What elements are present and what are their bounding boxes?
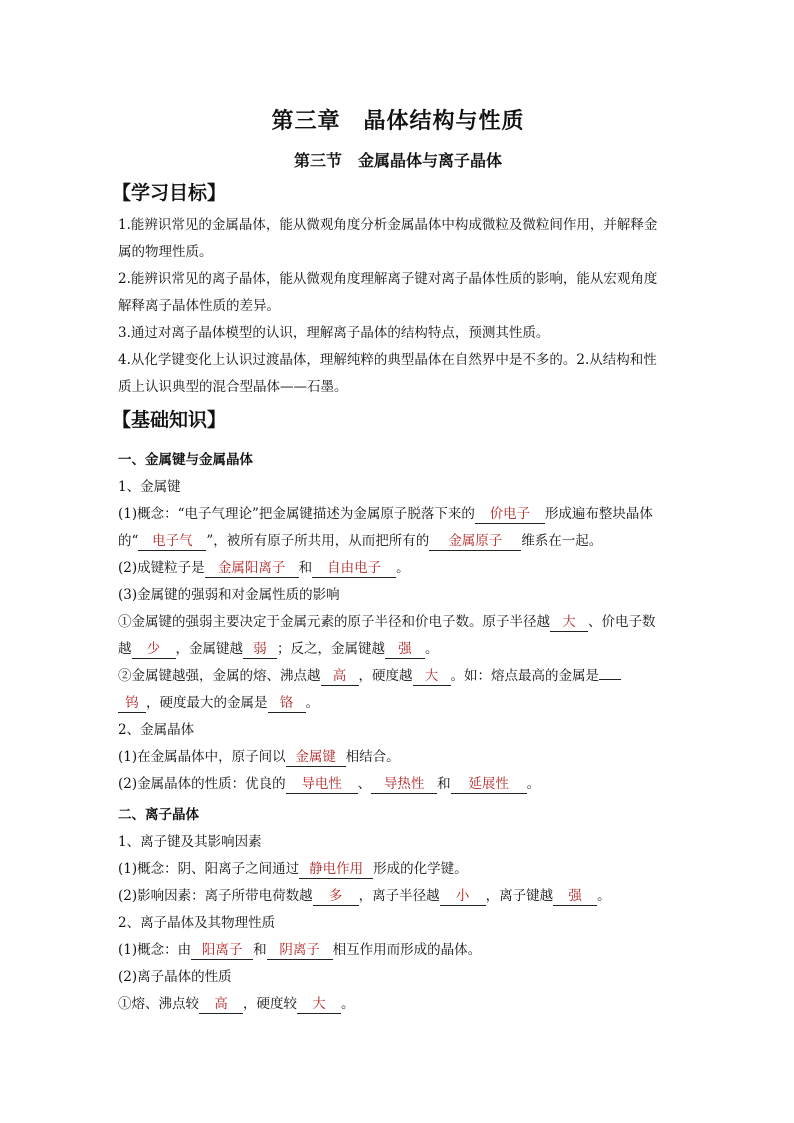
s2-sub2: 2、离子晶体及其物理性质 bbox=[118, 915, 276, 931]
s1-sub1: 1、金属键 bbox=[118, 479, 181, 495]
s1-line10: (2)金属晶体的性质：优良的 导电性 、 导热性 和 延展性 。 bbox=[118, 776, 541, 792]
s1-line3: (2)成键粒子是 金属阳离子 和 自由电子 。 bbox=[118, 560, 410, 576]
section-title: 第三节 金属晶体与离子晶体 bbox=[293, 151, 502, 170]
chapter-title: 第三章 晶体结构与性质 bbox=[271, 108, 525, 134]
goal-line: 4.从化学键变化上认识过渡晶体，理解纯粹的典型晶体在自然界中是不多的。2.从结构和性 bbox=[118, 352, 657, 368]
fill-blank: 阴离子 bbox=[267, 941, 333, 960]
fill-blank: 多 bbox=[313, 887, 359, 906]
goal-line: 属的物理性质。 bbox=[118, 244, 213, 260]
goals-header: 【学习目标】 bbox=[112, 182, 227, 204]
goals-list bbox=[118, 212, 678, 401]
fill-blank: 弱 bbox=[243, 640, 277, 659]
fill-blank: 静电作用 bbox=[299, 860, 373, 879]
fill-blank: 导热性 bbox=[371, 775, 437, 794]
goal-line: 1.能辨识常见的金属晶体，能从微观角度分析金属晶体中构成微粒及微粒间作用，并解释金 bbox=[118, 217, 658, 233]
fill-blank: 强 bbox=[385, 640, 425, 659]
fill-blank: 高 bbox=[321, 667, 359, 686]
s2-line2: (2)影响因素：离子所带电荷数越 多 ，离子半径越 小 ，离子键越 强 。 bbox=[118, 888, 611, 904]
s2-line4: (2)离子晶体的性质 bbox=[118, 969, 232, 985]
s1-line5: ①金属键的强弱主要决定于金属元素的原子半径和价电子数。原子半径越 大 、价电子数 bbox=[118, 614, 656, 630]
s1-line2: 的“ 电子气 ”，被所有原子所共用，从而把所有的 金属原子 维系在一起。 bbox=[118, 533, 603, 549]
fill-blank: 金属键 bbox=[286, 748, 346, 767]
fill-blank: 电子气 bbox=[138, 532, 206, 551]
s1-line8: 钨 ，硬度最大的金属是 铬 。 bbox=[118, 690, 678, 717]
goal-line: 质上认识典型的混合型晶体——石墨。 bbox=[118, 379, 348, 395]
s2-line1: (1)概念：阴、阳离子之间通过 静电作用 形成的化学键。 bbox=[118, 861, 468, 877]
s1-sub2: 2、金属晶体 bbox=[118, 722, 195, 738]
document-page bbox=[112, 100, 678, 1018]
s1-line7: ②金属键越强，金属的熔、沸点越 高 ，硬度越 大 。如：熔点最高的金属是 bbox=[118, 663, 678, 690]
fill-blank: 金属阳离子 bbox=[205, 559, 299, 578]
fill-blank: 铬 bbox=[268, 694, 306, 713]
fill-blank: 少 bbox=[132, 640, 176, 659]
fill-blank: 价电子 bbox=[475, 505, 545, 524]
s1-line1: (1)概念：“电子气理论”把金属键描述为金属原子脱落下来的 价电子 形成遍布整块晶体 bbox=[118, 506, 653, 522]
fill-blank: 大 bbox=[297, 995, 341, 1014]
s2-sub1: 1、离子键及其影响因素 bbox=[118, 834, 262, 850]
fill-blank: 小 bbox=[440, 887, 486, 906]
goal-line: 解释离子晶体性质的差异。 bbox=[118, 298, 280, 314]
fill-blank: 延展性 bbox=[451, 775, 527, 794]
s1-line6: 越 少 ，金属键越 弱 ；反之，金属键越 强 。 bbox=[118, 641, 439, 657]
s2-line3: (1)概念：由 阳离子 和 阴离子 相互作用而形成的晶体。 bbox=[118, 942, 482, 958]
goal-line: 3.通过对离子晶体模型的认识，理解离子晶体的结构特点，预测其性质。 bbox=[118, 325, 550, 341]
s2-line5: ①熔、沸点较 高 ，硬度较 大 。 bbox=[118, 996, 355, 1012]
s1-line9: (1)在金属晶体中，原子间以 金属键 相结合。 bbox=[118, 749, 400, 765]
fill-blank: 高 bbox=[199, 995, 243, 1014]
fill-blank bbox=[599, 679, 621, 680]
fill-blank: 金属原子 bbox=[429, 532, 521, 551]
basics-header: 【基础知识】 bbox=[112, 409, 227, 431]
fill-blank: 阳离子 bbox=[191, 941, 253, 960]
fill-blank: 强 bbox=[553, 887, 597, 906]
s1-line4: (3)金属键的强弱和对金属性质的影响 bbox=[118, 587, 340, 603]
fill-blank: 大 bbox=[413, 667, 451, 686]
fill-blank: 导电性 bbox=[286, 775, 358, 794]
s1-heading: 一、金属键与金属晶体 bbox=[118, 452, 253, 468]
fill-blank: 自由电子 bbox=[312, 559, 396, 578]
s2-heading: 二、离子晶体 bbox=[118, 807, 199, 823]
goal-line: 2.能辨识常见的离子晶体，能从微观角度理解离子键对离子晶体性质的影响，能从宏观角度 bbox=[118, 271, 658, 287]
fill-blank: 大 bbox=[550, 613, 588, 632]
fill-blank: 钨 bbox=[118, 694, 146, 713]
